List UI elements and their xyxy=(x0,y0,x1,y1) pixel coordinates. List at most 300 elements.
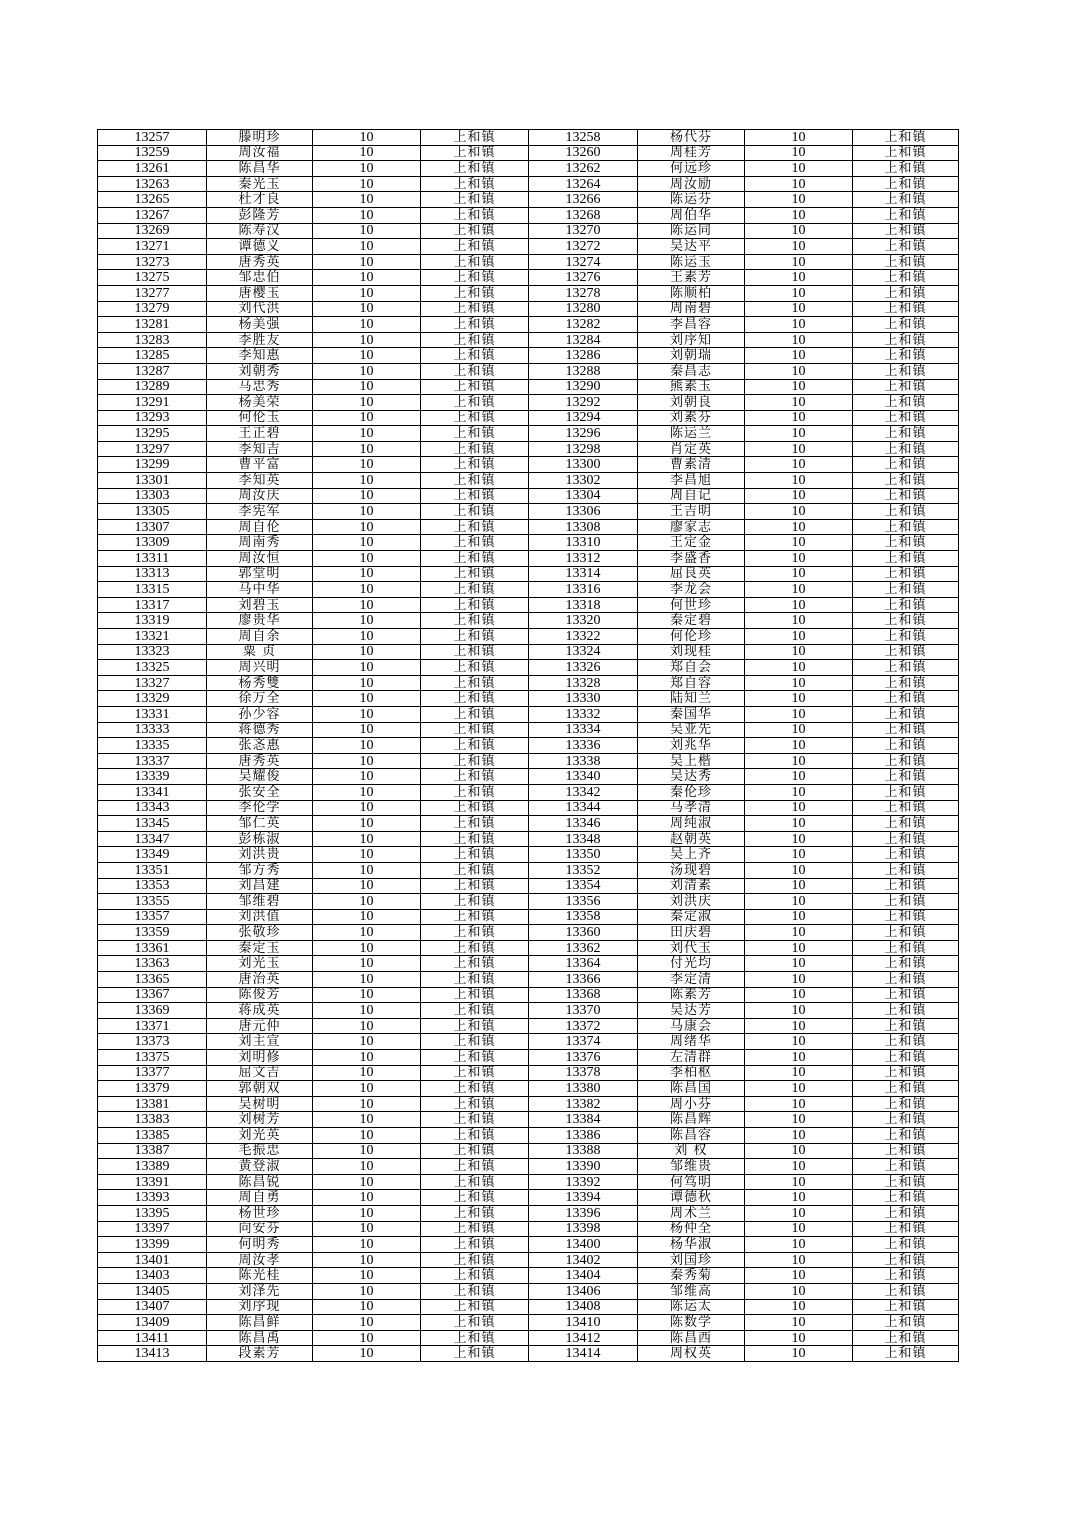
record-id-cell: 13413 xyxy=(98,1346,207,1362)
person-name-cell: 刘主宣 xyxy=(207,1034,313,1050)
town-cell: 上和镇 xyxy=(421,1081,529,1097)
town-cell: 上和镇 xyxy=(853,239,959,255)
amount-cell: 10 xyxy=(745,1346,853,1362)
amount-cell: 10 xyxy=(745,1174,853,1190)
person-name-cell: 刘昌建 xyxy=(207,878,313,894)
record-id-cell: 13330 xyxy=(529,691,638,707)
person-name-cell: 刘序现 xyxy=(207,1299,313,1315)
amount-cell: 10 xyxy=(745,1003,853,1019)
person-name-cell: 李知吉 xyxy=(207,441,313,457)
town-cell: 上和镇 xyxy=(421,1143,529,1159)
record-id-cell: 13359 xyxy=(98,925,207,941)
town-cell: 上和镇 xyxy=(421,348,529,364)
amount-cell: 10 xyxy=(745,1268,853,1284)
amount-cell: 10 xyxy=(313,816,421,832)
person-name-cell: 郭朝双 xyxy=(207,1081,313,1097)
record-id-cell: 13361 xyxy=(98,940,207,956)
amount-cell: 10 xyxy=(745,504,853,520)
person-name-cell: 刘碧玉 xyxy=(207,597,313,613)
person-name-cell: 周自勇 xyxy=(207,1190,313,1206)
town-cell: 上和镇 xyxy=(853,769,959,785)
amount-cell: 10 xyxy=(745,738,853,754)
person-name-cell: 刘朝秀 xyxy=(207,363,313,379)
town-cell: 上和镇 xyxy=(853,254,959,270)
record-id-cell: 13307 xyxy=(98,519,207,535)
table-row xyxy=(98,395,959,411)
town-cell: 上和镇 xyxy=(421,1112,529,1128)
person-name-cell: 吴上齐 xyxy=(638,847,745,863)
town-cell: 上和镇 xyxy=(853,940,959,956)
table-row xyxy=(98,410,959,426)
record-id-cell: 13403 xyxy=(98,1268,207,1284)
record-id-cell: 13327 xyxy=(98,675,207,691)
record-id-cell: 13305 xyxy=(98,504,207,520)
person-name-cell: 何笃明 xyxy=(638,1174,745,1190)
table-row xyxy=(98,784,959,800)
town-cell: 上和镇 xyxy=(853,130,959,146)
record-id-cell: 13291 xyxy=(98,395,207,411)
town-cell: 上和镇 xyxy=(853,504,959,520)
person-name-cell: 刘现桂 xyxy=(638,644,745,660)
person-name-cell: 唐元仲 xyxy=(207,1018,313,1034)
record-id-cell: 13362 xyxy=(529,940,638,956)
town-cell: 上和镇 xyxy=(421,395,529,411)
record-id-cell: 13373 xyxy=(98,1034,207,1050)
town-cell: 上和镇 xyxy=(421,1050,529,1066)
town-cell: 上和镇 xyxy=(853,831,959,847)
table-row xyxy=(98,629,959,645)
town-cell: 上和镇 xyxy=(421,457,529,473)
record-id-cell: 13332 xyxy=(529,706,638,722)
person-name-cell: 陈昌国 xyxy=(638,1081,745,1097)
record-id-cell: 13381 xyxy=(98,1096,207,1112)
amount-cell: 10 xyxy=(313,332,421,348)
amount-cell: 10 xyxy=(745,706,853,722)
table-row xyxy=(98,1190,959,1206)
person-name-cell: 郑自会 xyxy=(638,660,745,676)
record-id-cell: 13322 xyxy=(529,629,638,645)
table-row xyxy=(98,1346,959,1362)
town-cell: 上和镇 xyxy=(853,1081,959,1097)
amount-cell: 10 xyxy=(745,784,853,800)
person-name-cell: 何远珍 xyxy=(638,161,745,177)
person-name-cell: 陈昌禹 xyxy=(207,1330,313,1346)
person-name-cell: 周汝励 xyxy=(638,176,745,192)
person-name-cell: 陈昌西 xyxy=(638,1330,745,1346)
town-cell: 上和镇 xyxy=(421,332,529,348)
town-cell: 上和镇 xyxy=(853,956,959,972)
amount-cell: 10 xyxy=(745,894,853,910)
person-name-cell: 陈昌华 xyxy=(207,161,313,177)
table-row xyxy=(98,847,959,863)
town-cell: 上和镇 xyxy=(421,1018,529,1034)
person-name-cell: 杨仲全 xyxy=(638,1221,745,1237)
record-id-cell: 13345 xyxy=(98,816,207,832)
person-name-cell: 陈运太 xyxy=(638,1299,745,1315)
record-id-cell: 13311 xyxy=(98,551,207,567)
table-row xyxy=(98,613,959,629)
record-id-cell: 13412 xyxy=(529,1330,638,1346)
table-row xyxy=(98,1221,959,1237)
amount-cell: 10 xyxy=(313,862,421,878)
record-id-cell: 13396 xyxy=(529,1205,638,1221)
person-name-cell: 付光均 xyxy=(638,956,745,972)
person-name-cell: 周小芬 xyxy=(638,1096,745,1112)
amount-cell: 10 xyxy=(745,239,853,255)
town-cell: 上和镇 xyxy=(853,285,959,301)
record-id-cell: 13296 xyxy=(529,426,638,442)
town-cell: 上和镇 xyxy=(421,987,529,1003)
town-cell: 上和镇 xyxy=(421,878,529,894)
amount-cell: 10 xyxy=(313,675,421,691)
table-row xyxy=(98,1050,959,1066)
record-id-cell: 13364 xyxy=(529,956,638,972)
person-name-cell: 邹维碧 xyxy=(207,894,313,910)
amount-cell: 10 xyxy=(745,582,853,598)
person-name-cell: 陈素芳 xyxy=(638,987,745,1003)
record-id-cell: 13265 xyxy=(98,192,207,208)
table-row xyxy=(98,987,959,1003)
town-cell: 上和镇 xyxy=(421,894,529,910)
table-row xyxy=(98,285,959,301)
record-id-cell: 13414 xyxy=(529,1346,638,1362)
amount-cell: 10 xyxy=(745,488,853,504)
amount-cell: 10 xyxy=(313,1190,421,1206)
amount-cell: 10 xyxy=(313,239,421,255)
table-row xyxy=(98,1268,959,1284)
amount-cell: 10 xyxy=(745,1159,853,1175)
town-cell: 上和镇 xyxy=(853,972,959,988)
person-name-cell: 周自记 xyxy=(638,488,745,504)
person-name-cell: 陈寿汉 xyxy=(207,223,313,239)
town-cell: 上和镇 xyxy=(853,332,959,348)
town-cell: 上和镇 xyxy=(853,925,959,941)
town-cell: 上和镇 xyxy=(421,317,529,333)
amount-cell: 10 xyxy=(313,410,421,426)
table-row xyxy=(98,270,959,286)
record-id-cell: 13317 xyxy=(98,597,207,613)
amount-cell: 10 xyxy=(745,1128,853,1144)
amount-cell: 10 xyxy=(313,363,421,379)
record-id-cell: 13272 xyxy=(529,239,638,255)
amount-cell: 10 xyxy=(313,722,421,738)
person-name-cell: 秦定淑 xyxy=(638,909,745,925)
town-cell: 上和镇 xyxy=(421,566,529,582)
town-cell: 上和镇 xyxy=(853,566,959,582)
record-id-cell: 13398 xyxy=(529,1221,638,1237)
record-id-cell: 13268 xyxy=(529,207,638,223)
record-id-cell: 13408 xyxy=(529,1299,638,1315)
amount-cell: 10 xyxy=(745,1330,853,1346)
record-id-cell: 13372 xyxy=(529,1018,638,1034)
person-name-cell: 秦国华 xyxy=(638,706,745,722)
amount-cell: 10 xyxy=(313,909,421,925)
town-cell: 上和镇 xyxy=(853,1268,959,1284)
person-name-cell: 李盛香 xyxy=(638,551,745,567)
table-row xyxy=(98,769,959,785)
person-name-cell: 赵朝英 xyxy=(638,831,745,847)
amount-cell: 10 xyxy=(745,987,853,1003)
town-cell: 上和镇 xyxy=(853,1346,959,1362)
town-cell: 上和镇 xyxy=(421,1268,529,1284)
amount-cell: 10 xyxy=(313,504,421,520)
person-name-cell: 吴达秀 xyxy=(638,769,745,785)
amount-cell: 10 xyxy=(313,301,421,317)
town-cell: 上和镇 xyxy=(421,862,529,878)
amount-cell: 10 xyxy=(313,566,421,582)
person-name-cell: 吴耀俊 xyxy=(207,769,313,785)
person-name-cell: 向安芬 xyxy=(207,1221,313,1237)
town-cell: 上和镇 xyxy=(421,1096,529,1112)
amount-cell: 10 xyxy=(313,1221,421,1237)
person-name-cell: 杨秀雙 xyxy=(207,675,313,691)
person-name-cell: 曹素清 xyxy=(638,457,745,473)
table-row xyxy=(98,1299,959,1315)
person-name-cell: 李定清 xyxy=(638,972,745,988)
amount-cell: 10 xyxy=(313,488,421,504)
amount-cell: 10 xyxy=(313,753,421,769)
amount-cell: 10 xyxy=(313,1081,421,1097)
town-cell: 上和镇 xyxy=(853,301,959,317)
record-id-cell: 13365 xyxy=(98,972,207,988)
town-cell: 上和镇 xyxy=(853,1112,959,1128)
table-row xyxy=(98,722,959,738)
town-cell: 上和镇 xyxy=(421,410,529,426)
person-name-cell: 汤现碧 xyxy=(638,862,745,878)
town-cell: 上和镇 xyxy=(853,1299,959,1315)
amount-cell: 10 xyxy=(745,566,853,582)
table-row xyxy=(98,862,959,878)
table-row xyxy=(98,1252,959,1268)
table-row xyxy=(98,145,959,161)
town-cell: 上和镇 xyxy=(421,192,529,208)
amount-cell: 10 xyxy=(745,613,853,629)
town-cell: 上和镇 xyxy=(421,1299,529,1315)
amount-cell: 10 xyxy=(313,1128,421,1144)
table-row xyxy=(98,488,959,504)
table-row xyxy=(98,551,959,567)
record-id-cell: 13287 xyxy=(98,363,207,379)
town-cell: 上和镇 xyxy=(421,176,529,192)
record-id-cell: 13271 xyxy=(98,239,207,255)
person-name-cell: 周桂芳 xyxy=(638,145,745,161)
record-id-cell: 13285 xyxy=(98,348,207,364)
person-name-cell: 周自余 xyxy=(207,629,313,645)
amount-cell: 10 xyxy=(313,1268,421,1284)
amount-cell: 10 xyxy=(745,1096,853,1112)
amount-cell: 10 xyxy=(745,878,853,894)
amount-cell: 10 xyxy=(313,395,421,411)
record-id-cell: 13355 xyxy=(98,894,207,910)
record-id-cell: 13377 xyxy=(98,1065,207,1081)
person-name-cell: 周汝恒 xyxy=(207,551,313,567)
amount-cell: 10 xyxy=(745,1237,853,1253)
person-name-cell: 李知英 xyxy=(207,473,313,489)
amount-cell: 10 xyxy=(313,660,421,676)
amount-cell: 10 xyxy=(313,441,421,457)
town-cell: 上和镇 xyxy=(853,582,959,598)
person-name-cell: 唐秀英 xyxy=(207,254,313,270)
person-name-cell: 孙少容 xyxy=(207,706,313,722)
record-id-cell: 13315 xyxy=(98,582,207,598)
person-name-cell: 刘洪庆 xyxy=(638,894,745,910)
town-cell: 上和镇 xyxy=(421,582,529,598)
person-name-cell: 陈运玉 xyxy=(638,254,745,270)
record-id-cell: 13323 xyxy=(98,644,207,660)
town-cell: 上和镇 xyxy=(853,597,959,613)
table-row xyxy=(98,972,959,988)
person-name-cell: 秦定玉 xyxy=(207,940,313,956)
record-id-cell: 13289 xyxy=(98,379,207,395)
town-cell: 上和镇 xyxy=(421,1128,529,1144)
town-cell: 上和镇 xyxy=(421,239,529,255)
town-cell: 上和镇 xyxy=(853,878,959,894)
town-cell: 上和镇 xyxy=(853,223,959,239)
person-name-cell: 刘光玉 xyxy=(207,956,313,972)
record-id-cell: 13391 xyxy=(98,1174,207,1190)
amount-cell: 10 xyxy=(313,1330,421,1346)
person-name-cell: 马康会 xyxy=(638,1018,745,1034)
table-row xyxy=(98,909,959,925)
amount-cell: 10 xyxy=(745,1283,853,1299)
record-id-cell: 13290 xyxy=(529,379,638,395)
record-id-cell: 13308 xyxy=(529,519,638,535)
person-name-cell: 杨美荣 xyxy=(207,395,313,411)
table-row xyxy=(98,223,959,239)
amount-cell: 10 xyxy=(745,301,853,317)
town-cell: 上和镇 xyxy=(853,1237,959,1253)
amount-cell: 10 xyxy=(313,207,421,223)
record-id-cell: 13371 xyxy=(98,1018,207,1034)
town-cell: 上和镇 xyxy=(421,831,529,847)
town-cell: 上和镇 xyxy=(853,410,959,426)
person-name-cell: 吴亚先 xyxy=(638,722,745,738)
amount-cell: 10 xyxy=(313,348,421,364)
record-id-cell: 13269 xyxy=(98,223,207,239)
record-id-cell: 13374 xyxy=(529,1034,638,1050)
table-row xyxy=(98,831,959,847)
record-id-cell: 13406 xyxy=(529,1283,638,1299)
amount-cell: 10 xyxy=(313,691,421,707)
person-name-cell: 肖定英 xyxy=(638,441,745,457)
record-id-cell: 13370 xyxy=(529,1003,638,1019)
person-name-cell: 马孝清 xyxy=(638,800,745,816)
amount-cell: 10 xyxy=(313,379,421,395)
amount-cell: 10 xyxy=(745,1065,853,1081)
amount-cell: 10 xyxy=(313,597,421,613)
record-id-cell: 13320 xyxy=(529,613,638,629)
town-cell: 上和镇 xyxy=(421,301,529,317)
person-name-cell: 何世珍 xyxy=(638,597,745,613)
amount-cell: 10 xyxy=(745,1034,853,1050)
amount-cell: 10 xyxy=(745,145,853,161)
amount-cell: 10 xyxy=(745,769,853,785)
person-name-cell: 陈运芬 xyxy=(638,192,745,208)
record-id-cell: 13349 xyxy=(98,847,207,863)
record-id-cell: 13404 xyxy=(529,1268,638,1284)
amount-cell: 10 xyxy=(745,660,853,676)
person-name-cell: 刘素芬 xyxy=(638,410,745,426)
town-cell: 上和镇 xyxy=(421,379,529,395)
town-cell: 上和镇 xyxy=(853,1050,959,1066)
record-id-cell: 13338 xyxy=(529,753,638,769)
record-id-cell: 13261 xyxy=(98,161,207,177)
town-cell: 上和镇 xyxy=(853,1128,959,1144)
town-cell: 上和镇 xyxy=(853,722,959,738)
record-id-cell: 13274 xyxy=(529,254,638,270)
town-cell: 上和镇 xyxy=(853,176,959,192)
person-name-cell: 李宪军 xyxy=(207,504,313,520)
record-id-cell: 13260 xyxy=(529,145,638,161)
amount-cell: 10 xyxy=(313,130,421,146)
amount-cell: 10 xyxy=(313,457,421,473)
table-row xyxy=(98,1096,959,1112)
town-cell: 上和镇 xyxy=(421,613,529,629)
person-name-cell: 王素芳 xyxy=(638,270,745,286)
amount-cell: 10 xyxy=(745,270,853,286)
record-id-cell: 13397 xyxy=(98,1221,207,1237)
person-name-cell: 陈运兰 xyxy=(638,426,745,442)
person-name-cell: 秦昌志 xyxy=(638,363,745,379)
town-cell: 上和镇 xyxy=(421,675,529,691)
town-cell: 上和镇 xyxy=(853,488,959,504)
town-cell: 上和镇 xyxy=(421,909,529,925)
town-cell: 上和镇 xyxy=(853,535,959,551)
amount-cell: 10 xyxy=(313,1237,421,1253)
record-id-cell: 13270 xyxy=(529,223,638,239)
town-cell: 上和镇 xyxy=(853,395,959,411)
person-name-cell: 田庆碧 xyxy=(638,925,745,941)
town-cell: 上和镇 xyxy=(421,551,529,567)
town-cell: 上和镇 xyxy=(421,925,529,941)
records-table xyxy=(97,129,959,1362)
town-cell: 上和镇 xyxy=(421,1283,529,1299)
record-id-cell: 13329 xyxy=(98,691,207,707)
table-row xyxy=(98,161,959,177)
town-cell: 上和镇 xyxy=(853,348,959,364)
person-name-cell: 周伯华 xyxy=(638,207,745,223)
record-id-cell: 13367 xyxy=(98,987,207,1003)
amount-cell: 10 xyxy=(745,426,853,442)
amount-cell: 10 xyxy=(745,1252,853,1268)
town-cell: 上和镇 xyxy=(853,1159,959,1175)
amount-cell: 10 xyxy=(745,644,853,660)
record-id-cell: 13339 xyxy=(98,769,207,785)
record-id-cell: 13335 xyxy=(98,738,207,754)
person-name-cell: 蒋成英 xyxy=(207,1003,313,1019)
amount-cell: 10 xyxy=(313,161,421,177)
person-name-cell: 吴达平 xyxy=(638,239,745,255)
table-row xyxy=(98,878,959,894)
person-name-cell: 陈顺柏 xyxy=(638,285,745,301)
record-id-cell: 13379 xyxy=(98,1081,207,1097)
town-cell: 上和镇 xyxy=(853,784,959,800)
record-id-cell: 13401 xyxy=(98,1252,207,1268)
table-row xyxy=(98,457,959,473)
record-id-cell: 13334 xyxy=(529,722,638,738)
person-name-cell: 熊素玉 xyxy=(638,379,745,395)
town-cell: 上和镇 xyxy=(853,1034,959,1050)
record-id-cell: 13288 xyxy=(529,363,638,379)
table-row xyxy=(98,176,959,192)
amount-cell: 10 xyxy=(745,1112,853,1128)
record-id-cell: 13299 xyxy=(98,457,207,473)
amount-cell: 10 xyxy=(745,629,853,645)
person-name-cell: 邹维贵 xyxy=(638,1159,745,1175)
town-cell: 上和镇 xyxy=(421,1346,529,1362)
table-row xyxy=(98,1034,959,1050)
record-id-cell: 13356 xyxy=(529,894,638,910)
